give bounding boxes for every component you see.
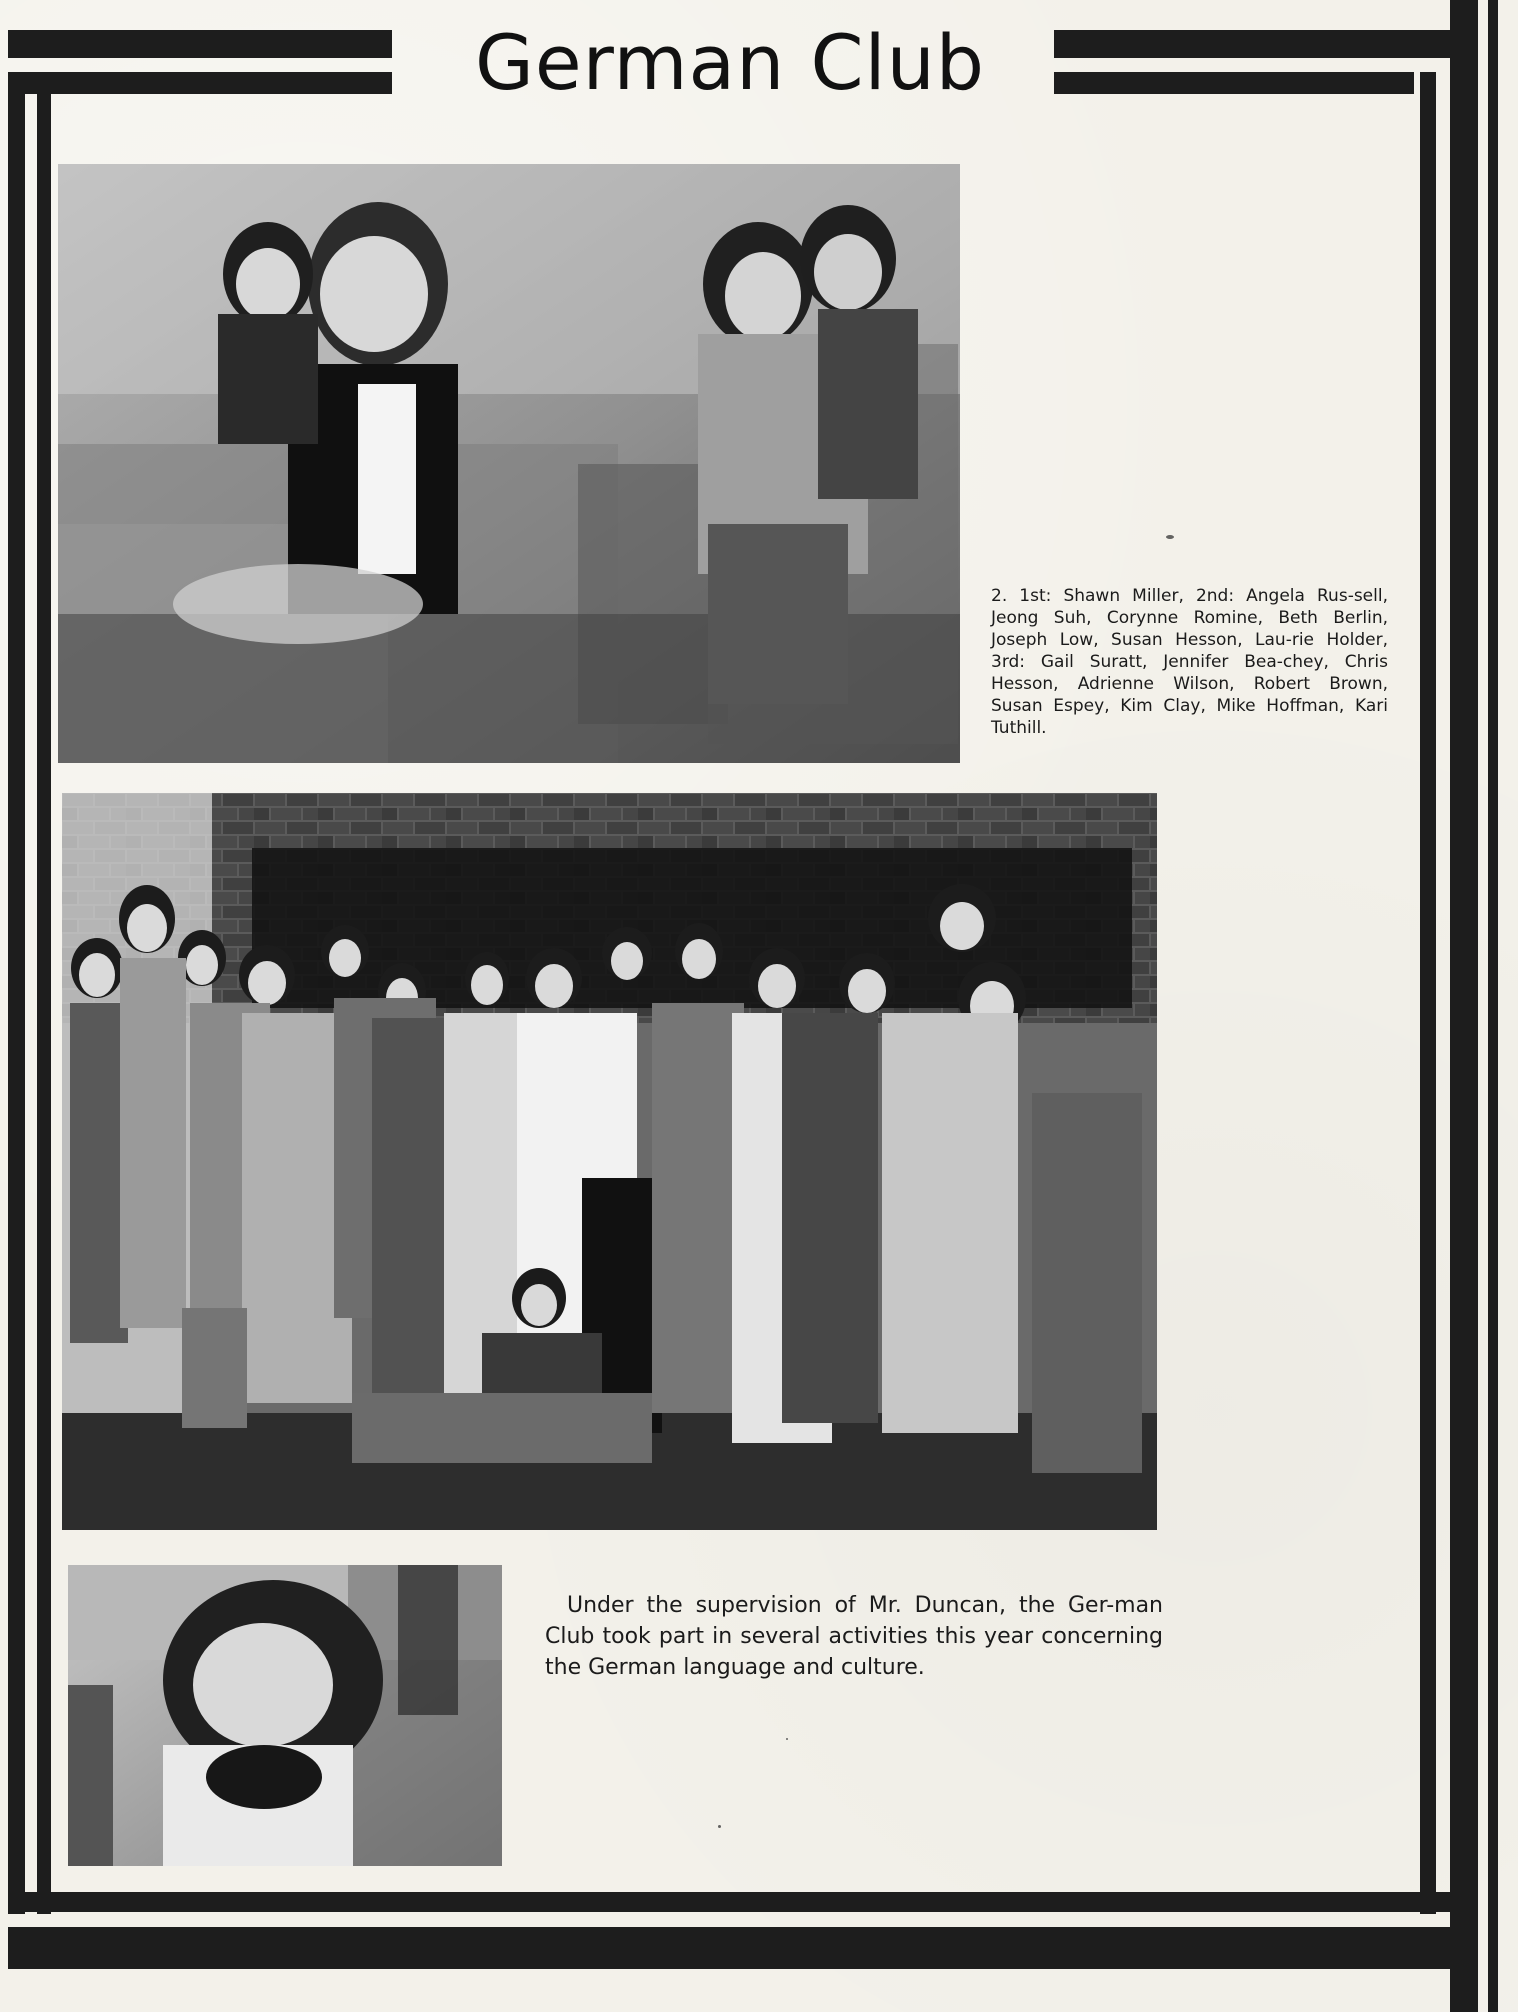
- middle-photo: [62, 793, 1157, 1530]
- paper-speck: [786, 1738, 788, 1740]
- bottom-inner-border: [8, 1892, 1450, 1912]
- page-title: German Club: [474, 18, 986, 107]
- bottom-photo: [68, 1565, 502, 1866]
- photo-caption: 2. 1st: Shawn Miller, 2nd: Angela Rus-sell, Jeong Suh, Corynne Romine, Beth Berlin, Joseph Low, Susan Hesson, Lau-rie Holder, 3rd: Gail Suratt, Jennifer Bea-chey, Chris Hesson, Adrienne Wilson, Robert Brown, Susan Espey, Kim Clay, Mike Hoffman, Kari Tuthill.: [991, 586, 1388, 738]
- left-inner-border: [37, 90, 51, 1914]
- paper-speck: [1166, 535, 1174, 539]
- top-left-border-bar-lower: [8, 72, 392, 94]
- right-outer-border: [1450, 0, 1478, 2012]
- paper-speck: [718, 1825, 721, 1828]
- right-edge-border: [1488, 0, 1498, 2012]
- top-left-border-bar: [8, 30, 392, 58]
- classroom-photo-illustration: [58, 164, 960, 763]
- right-inner-border: [1420, 72, 1436, 1914]
- top-photo: [58, 164, 960, 763]
- bottom-outer-border: [8, 1927, 1450, 1969]
- top-right-border-bar-lower: [1054, 72, 1414, 94]
- portrait-photo-illustration: [68, 1565, 502, 1866]
- left-outer-border: [8, 90, 25, 1914]
- body-copy: Under the supervision of Mr. Duncan, the Ger-man Club took part in several activities this year concerning the German language and culture.: [545, 1593, 1163, 1680]
- group-photo-illustration: [62, 793, 1157, 1530]
- top-right-border-bar: [1054, 30, 1452, 58]
